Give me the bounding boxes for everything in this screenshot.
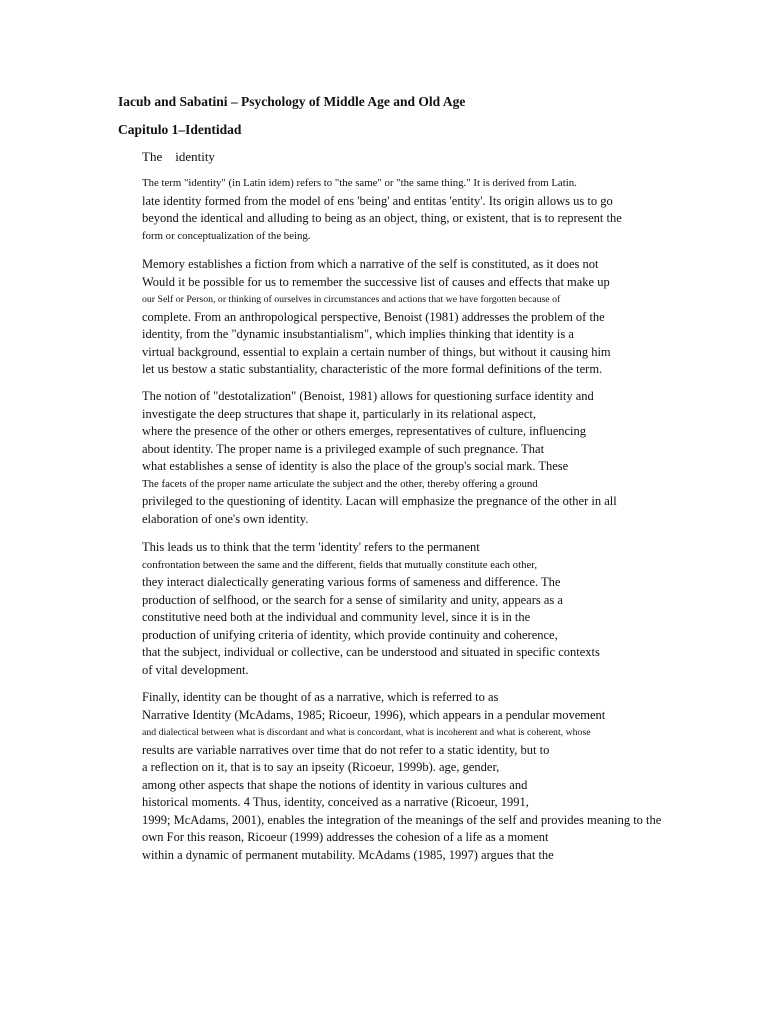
paragraph-5 bbox=[142, 689, 661, 864]
section-subheading: The identity bbox=[142, 149, 215, 164]
paragraph-line: that the subject, individual or collective, can be understood and situated in specific contexts bbox=[142, 645, 600, 659]
paragraph-line: and dialectical between what is discordant and what is concordant, what is incoherent and what is coherent, whose bbox=[142, 727, 591, 738]
paragraph-4 bbox=[142, 539, 600, 679]
paragraph-line: form or conceptualization of the being. bbox=[142, 229, 311, 242]
paragraph-line: late identity formed from the model of ens 'being' and entitas 'entity'. Its origin allows us to go bbox=[142, 193, 613, 208]
paragraph-line: The facets of the proper name articulate the subject and the other, thereby offering a ground bbox=[142, 477, 538, 490]
paragraph-line: where the presence of the other or others emerges, representatives of culture, influencing bbox=[142, 424, 587, 438]
paragraph-line: beyond the identical and alluding to being as an object, thing, or existent, that is to represent the bbox=[142, 211, 622, 225]
paragraph-line: complete. From an anthropological perspective, Benoist (1981) addresses the problem of the bbox=[142, 309, 605, 324]
paragraph-line: 1999; McAdams, 2001), enables the integration of the meanings of the self and provides meaning to the bbox=[142, 812, 662, 827]
paragraph-line: production of unifying criteria of identity, which provide continuity and coherence, bbox=[142, 627, 558, 642]
paragraph-line: confrontation between the same and the different, fields that mutually constitute each other, bbox=[142, 558, 538, 571]
paragraph-line: Memory establishes a fiction from which a narrative of the self is constituted, as it does not bbox=[142, 257, 599, 271]
paragraph-3 bbox=[142, 388, 617, 528]
paragraph-line: of vital development. bbox=[142, 662, 249, 677]
chapter-heading: Capitulo 1–Identidad bbox=[118, 122, 242, 137]
document-title: Iacub and Sabatini – Psychology of Middle Age and Old Age bbox=[118, 94, 466, 109]
paragraph-line: identity, from the "dynamic insubstantialism", which implies thinking that identity is a bbox=[142, 327, 574, 341]
paragraph-line: historical moments. 4 Thus, identity, conceived as a narrative (Ricoeur, 1991, bbox=[142, 795, 529, 809]
paragraph-line: about identity. The proper name is a privileged example of such pregnance. That bbox=[142, 441, 545, 456]
paragraph-line: own For this reason, Ricoeur (1999) addresses the cohesion of a life as a moment bbox=[142, 830, 549, 844]
paragraph-line: let us bestow a static substantiality, characteristic of the more formal definitions of the term. bbox=[142, 362, 603, 376]
paragraph-line: The term "identity" (in Latin idem) refers to "the same" or "the same thing." It is derived from Latin. bbox=[142, 177, 577, 189]
paragraph-line: Would it be possible for us to remember the successive list of causes and effects that make up bbox=[142, 274, 610, 289]
paragraph-line: production of selfhood, or the search for a sense of similarity and unity, appears as a bbox=[142, 592, 563, 607]
paragraph-line: a reflection on it, that is to say an ipseity (Ricoeur, 1999b). age, gender, bbox=[142, 760, 500, 774]
paragraph-line: constitutive need both at the individual and community level, since it is in the bbox=[142, 610, 531, 624]
paragraph-line: results are variable narratives over time that do not refer to a static identity, but to bbox=[142, 742, 550, 757]
paragraph-line: Finally, identity can be thought of as a narrative, which is referred to as bbox=[142, 690, 499, 704]
paragraph-2 bbox=[142, 256, 611, 379]
paragraph-line: investigate the deep structures that shape it, particularly in its relational aspect, bbox=[142, 406, 536, 421]
paragraph-line: within a dynamic of permanent mutability. McAdams (1985, 1997) argues that the bbox=[142, 847, 554, 862]
paragraph-line: This leads us to think that the term 'identity' refers to the permanent bbox=[142, 540, 480, 554]
paragraph-line: among other aspects that shape the notions of identity in various cultures and bbox=[142, 777, 528, 792]
paragraph-line: what establishes a sense of identity is also the place of the group's social mark. These bbox=[142, 459, 569, 473]
paragraph-line: elaboration of one's own identity. bbox=[142, 511, 309, 526]
paragraph-line: The notion of "destotalization" (Benoist, 1981) allows for questioning surface identity and bbox=[142, 389, 594, 403]
paragraph-line: they interact dialectically generating various forms of sameness and difference. The bbox=[142, 575, 561, 589]
paragraph-1 bbox=[142, 175, 622, 245]
paragraph-line: Narrative Identity (McAdams, 1985; Ricoeur, 1996), which appears in a pendular movement bbox=[142, 707, 606, 722]
paragraph-line: virtual background, essential to explain a certain number of things, but without it causing him bbox=[142, 344, 611, 359]
paragraph-line: our Self or Person, or thinking of ourselves in circumstances and actions that we have forgotten because of bbox=[142, 294, 561, 305]
paragraph-line: privileged to the questioning of identity. Lacan will emphasize the pregnance of the other in all bbox=[142, 494, 617, 508]
